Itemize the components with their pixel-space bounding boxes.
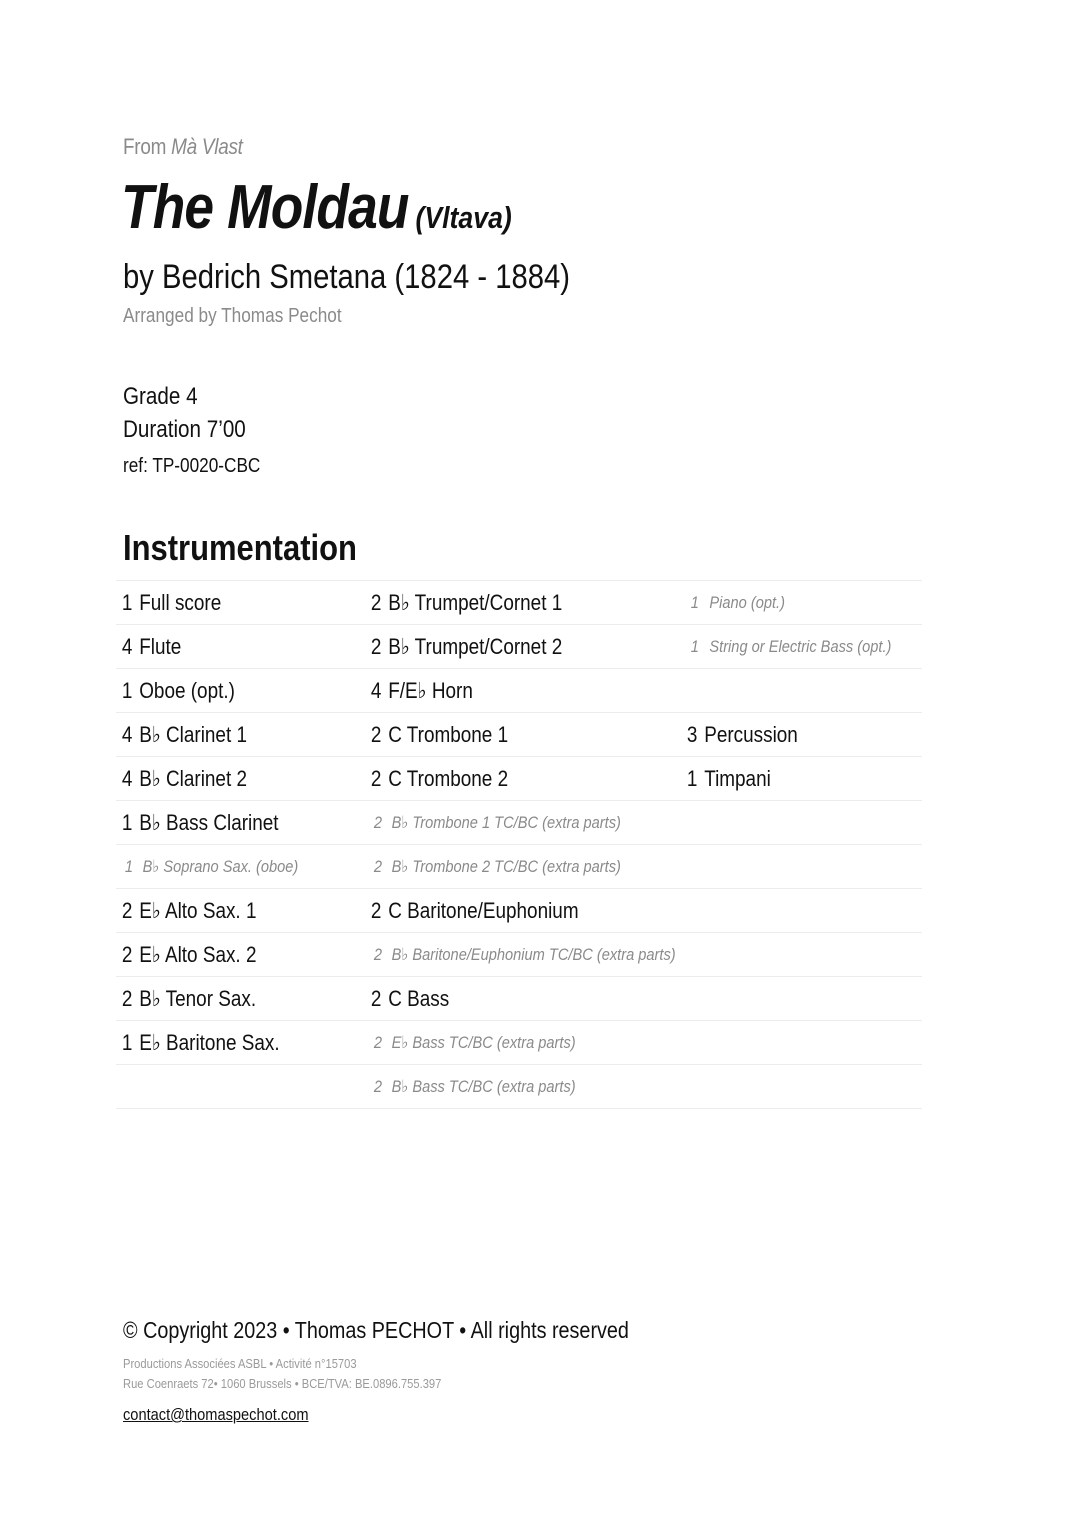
part-quantity: 3 — [686, 722, 698, 747]
instrument-name: Full score — [139, 590, 222, 615]
part-quantity: 1 — [690, 637, 699, 656]
part-quantity: 2 — [373, 945, 382, 964]
instrument-name: Percussion — [704, 722, 798, 747]
instrument-name: C Trombone 2 — [388, 766, 509, 791]
instrument-name: Flute — [139, 634, 182, 659]
part-quantity: 1 — [121, 810, 133, 835]
table-row — [116, 933, 922, 977]
grade-label: Grade 4 — [123, 383, 198, 410]
instrument-cell — [681, 713, 981, 756]
piece-meta — [123, 380, 260, 484]
table-row — [116, 1021, 922, 1065]
instrument-name: C Trombone 1 — [388, 722, 509, 747]
instrument-name: F/E♭ Horn — [388, 678, 473, 703]
title-text: The Moldau — [121, 173, 409, 242]
instrument-cell — [365, 977, 665, 1020]
table-row — [116, 713, 922, 757]
table-row — [116, 889, 922, 933]
instrument-name: B♭ Trumpet/Cornet 2 — [388, 634, 563, 659]
copyright-line: © Copyright 2023 • Thomas PECHOT • All rights reserved — [123, 1317, 629, 1343]
instrument-cell — [365, 625, 665, 668]
instrument-cell — [365, 933, 676, 976]
part-quantity: 2 — [373, 813, 382, 832]
instrument-name: Timpani — [704, 766, 771, 791]
instrument-cell — [365, 581, 665, 624]
part-quantity: 1 — [690, 593, 699, 612]
instrument-name: E♭ Alto Sax. 1 — [139, 898, 257, 923]
instrument-name: E♭ Baritone Sax. — [139, 1030, 280, 1055]
table-row — [116, 581, 922, 625]
table-row — [116, 669, 922, 713]
instrument-name: E♭ Bass TC/BC (extra parts) — [391, 1033, 576, 1052]
instrument-cell — [365, 801, 665, 844]
instrument-name: C Baritone/Euphonium — [388, 898, 579, 923]
part-quantity: 2 — [370, 634, 382, 659]
part-quantity: 1 — [121, 1030, 133, 1055]
part-quantity: 1 — [121, 678, 133, 703]
source-work-title: Mà Vlast — [171, 134, 243, 159]
part-quantity: 2 — [373, 857, 382, 876]
instrument-name: C Bass — [388, 986, 450, 1011]
instrument-name: E♭ Alto Sax. 2 — [139, 942, 257, 967]
instrument-name: B♭ Trombone 2 TC/BC (extra parts) — [391, 857, 621, 876]
table-row — [116, 801, 922, 845]
title-subtitle: (Vltava) — [415, 200, 512, 235]
instrument-name: B♭ Bass Clarinet — [139, 810, 279, 835]
instrumentation-table — [116, 580, 922, 1109]
instrument-cell — [365, 757, 665, 800]
part-quantity: 2 — [370, 722, 382, 747]
from-prefix: From — [123, 134, 167, 159]
table-row — [116, 1065, 922, 1109]
instrument-cell — [365, 713, 665, 756]
piece-title — [121, 172, 512, 243]
part-quantity: 2 — [370, 898, 382, 923]
instrument-name: Piano (opt.) — [709, 593, 785, 612]
instrument-name: String or Electric Bass (opt.) — [709, 637, 892, 656]
part-quantity: 4 — [121, 766, 133, 791]
instrument-cell — [681, 581, 981, 624]
part-quantity: 2 — [121, 898, 133, 923]
instrument-name: B♭ Bass TC/BC (extra parts) — [391, 1077, 576, 1096]
organization-line: Productions Associées ASBL • Activité n°15703 — [123, 1356, 357, 1371]
part-quantity: 4 — [370, 678, 382, 703]
instrument-name: B♭ Trombone 1 TC/BC (extra parts) — [391, 813, 621, 832]
instrument-name: Oboe (opt.) — [139, 678, 235, 703]
instrument-name: B♭ Clarinet 1 — [139, 722, 248, 747]
instrument-cell — [681, 757, 981, 800]
table-row — [116, 625, 922, 669]
part-quantity: 1 — [121, 590, 133, 615]
source-work-line — [123, 134, 243, 160]
part-quantity: 1 — [686, 766, 698, 791]
part-quantity: 2 — [370, 766, 382, 791]
instrument-name: B♭ Baritone/Euphonium TC/BC (extra parts) — [391, 945, 676, 964]
instrument-name: B♭ Clarinet 2 — [139, 766, 248, 791]
table-row — [116, 757, 922, 801]
composer-line: by Bedrich Smetana (1824 - 1884) — [123, 258, 570, 296]
instrument-cell — [365, 1021, 665, 1064]
instrument-name: B♭ Soprano Sax. (oboe) — [142, 857, 299, 876]
reference-code: ref: TP-0020-CBC — [123, 455, 261, 477]
instrument-cell — [681, 625, 981, 668]
instrument-cell — [365, 845, 665, 888]
part-quantity: 1 — [124, 857, 133, 876]
duration-label: Duration 7’00 — [123, 416, 246, 443]
instrumentation-heading: Instrumentation — [123, 527, 357, 568]
contact-email-link[interactable]: contact@thomaspechot.com — [123, 1405, 309, 1424]
instrument-name: B♭ Tenor Sax. — [139, 986, 257, 1011]
part-quantity: 2 — [373, 1077, 382, 1096]
table-row — [116, 845, 922, 889]
instrument-cell — [365, 889, 665, 932]
instrument-cell — [365, 1065, 665, 1108]
instrument-name: B♭ Trumpet/Cornet 1 — [388, 590, 563, 615]
part-quantity: 4 — [121, 634, 133, 659]
table-row — [116, 977, 922, 1021]
address-line: Rue Coenraets 72• 1060 Brussels • BCE/TVA: BE.0896.755.397 — [123, 1376, 442, 1391]
part-quantity: 2 — [121, 942, 133, 967]
instrument-cell — [365, 669, 665, 712]
arranger-line: Arranged by Thomas Pechot — [123, 305, 342, 327]
part-quantity: 2 — [373, 1033, 382, 1052]
part-quantity: 2 — [370, 590, 382, 615]
part-quantity: 2 — [121, 986, 133, 1011]
part-quantity: 2 — [370, 986, 382, 1011]
part-quantity: 4 — [121, 722, 133, 747]
